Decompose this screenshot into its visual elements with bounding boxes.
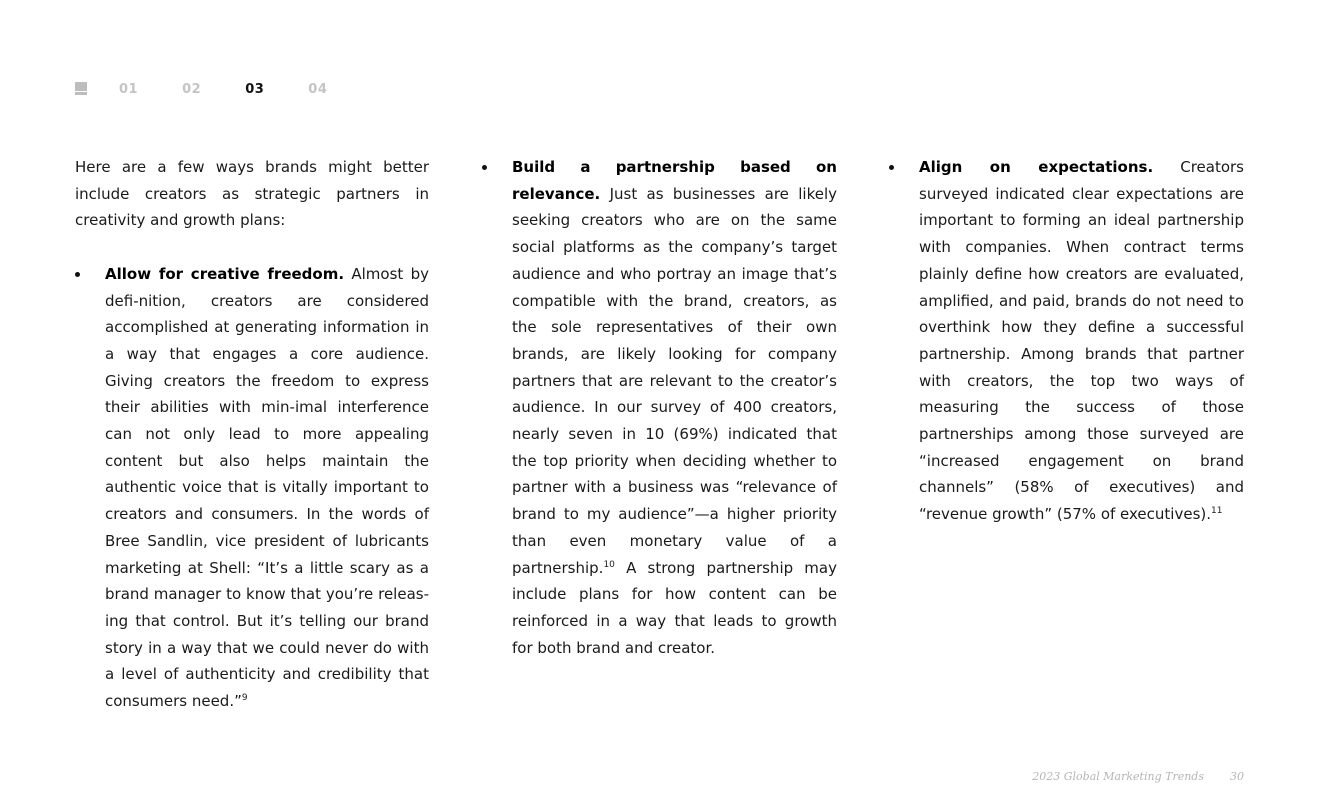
bullet-list	[889, 154, 1244, 528]
nav-item-02[interactable]: 02	[182, 81, 202, 97]
bullet-text: Just as businesses are likely seeking creators who are on the same social platforms as the company’s target audience and who portray an image that’s compatible with the brand, creators, as the sole representatives of their own brands, are likely looking for company partners that are relevant to the creator’s audience. In our survey of 400 creators, nearly seven in 10 (69%) indicated that the top priority when deciding whether to partner with a business was “relevance of brand to my audience”—a higher priority than even monetary value of a partnership.	[512, 184, 837, 577]
text-column-1	[75, 154, 429, 715]
bullet-paragraph	[512, 154, 837, 661]
text-column-2	[482, 154, 837, 661]
bullet-paragraph	[919, 154, 1244, 528]
footnote-marker: 11	[1211, 506, 1223, 517]
footnote-marker: 9	[241, 693, 248, 704]
bullet-expectations	[889, 154, 1244, 528]
bullet-dot	[889, 165, 894, 170]
bullet-list	[75, 261, 429, 715]
footnote-marker: 10	[603, 559, 615, 570]
bullet-relevance	[482, 154, 837, 661]
bullet-creative-freedom	[75, 261, 429, 715]
bullet-paragraph	[105, 261, 429, 715]
home-icon[interactable]	[75, 82, 87, 96]
bullet-text: Creators surveyed indicated clear expectations are important to forming an ideal partnership with companies. When contract terms plainly define how creators are evaluated, amplified, and paid, brands do not need to overthink how they define a successful partnership. Among brands that partner with creators, the top two ways of measuring the success of those partnerships among those surveyed are “increased engagement on brand channels” (58% of executives) and “revenue growth” (57% of executives).	[919, 158, 1244, 524]
nav-item-01[interactable]: 01	[119, 81, 139, 97]
text-column-3	[889, 154, 1244, 528]
nav-item-04[interactable]: 04	[308, 81, 328, 97]
bullet-text-continued: A strong partnership may include plans for how content can be reinforced in a way that leads to growth for both brand and creator.	[512, 558, 837, 657]
bullet-dot	[75, 272, 80, 277]
bullet-lead: Align on expectations.	[919, 158, 1154, 176]
publication-title: 2023 Global Marketing Trends	[1032, 770, 1204, 783]
bullet-list	[482, 154, 837, 661]
nav-item-03[interactable]: 03	[245, 81, 265, 97]
intro-paragraph: Here are a few ways brands might better include creators as strategic partners in creativity and growth plans:	[75, 158, 429, 230]
section-nav	[75, 80, 371, 98]
bullet-lead: Allow for creative freedom.	[105, 264, 345, 283]
bullet-text: Almost by defi-nition, creators are considered accomplished at generating information in a way that engages a core audience. Giving creators the freedom to express their abilities with min-imal interference can not only lead to more appealing content but also helps maintain the authentic voice that is vitally important to creators and consumers. In the words of Bree Sandlin, vice president of lubricants marketing at Shell: “It’s a little scary as a brand manager to know that you’re releas-ing that control. But it’s telling our brand story in a way that we could never do with a level of authenticity and credibility that consumers need.”	[105, 264, 429, 711]
bullet-dot	[482, 165, 487, 170]
page-footer	[1032, 770, 1244, 783]
bullet-lead: Build a partnership based on relevance.	[512, 158, 837, 203]
page-number: 30	[1230, 770, 1244, 783]
